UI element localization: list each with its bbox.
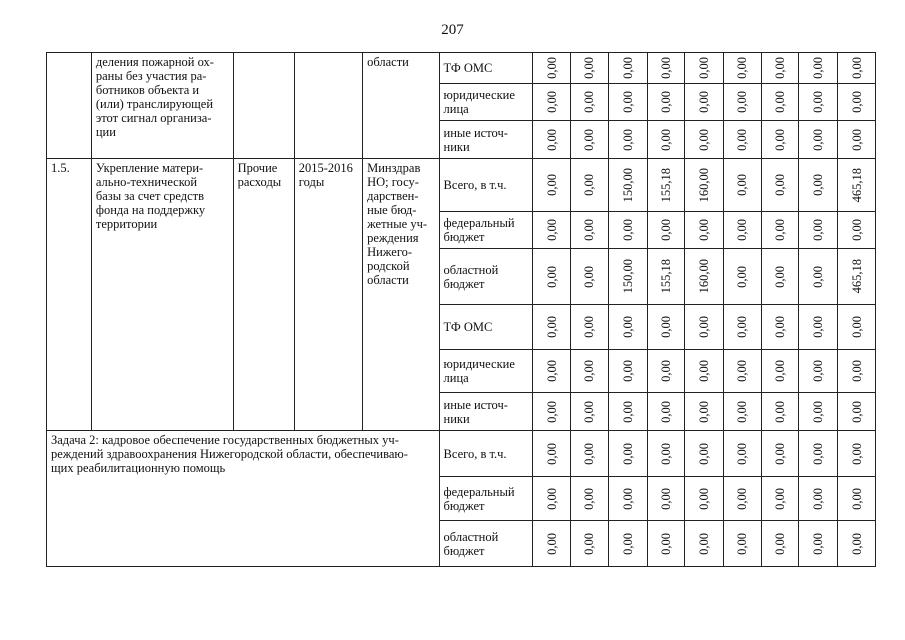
value-text: 0,00 — [735, 265, 750, 288]
expense-type-cell: Прочие расходы — [233, 159, 294, 431]
value-cell — [533, 53, 571, 84]
value-cell — [838, 305, 876, 350]
value-cell — [761, 521, 799, 567]
value-cell — [685, 350, 724, 393]
value-cell — [533, 350, 571, 393]
value-text: 0,00 — [697, 487, 712, 510]
value-text: 0,00 — [658, 442, 673, 465]
value-cell — [533, 84, 571, 121]
value-cell — [647, 393, 685, 431]
value-text: 0,00 — [658, 57, 673, 79]
funding-source-cell: иные источ- ники — [439, 121, 533, 159]
value-text: 0,00 — [735, 219, 750, 241]
value-cell — [608, 431, 647, 477]
value-cell — [571, 212, 609, 249]
value-text: 0,00 — [849, 442, 864, 465]
value-cell — [761, 393, 799, 431]
value-text: 0,00 — [735, 487, 750, 510]
value-text: 0,00 — [849, 219, 864, 241]
funding-source-cell: ТФ ОМС — [439, 53, 533, 84]
value-cell — [761, 84, 799, 121]
executor-cell: области — [363, 53, 439, 159]
value-cell — [608, 477, 647, 521]
value-text: 0,00 — [849, 316, 864, 338]
value-cell — [533, 212, 571, 249]
value-text: 0,00 — [811, 532, 826, 555]
value-text: 0,00 — [697, 400, 712, 423]
funding-source-cell: Всего, в т.ч. — [439, 431, 533, 477]
value-cell — [571, 350, 609, 393]
value-text: 0,00 — [773, 91, 788, 113]
item-number-cell — [47, 53, 92, 159]
value-text: 0,00 — [849, 487, 864, 510]
value-cell — [571, 121, 609, 159]
value-cell — [571, 249, 609, 305]
value-cell — [761, 159, 799, 212]
value-cell — [685, 431, 724, 477]
value-cell — [571, 53, 609, 84]
value-text: 465,18 — [849, 167, 864, 203]
funding-source-cell: областной бюджет — [439, 521, 533, 567]
item-description-cell: Укрепление матери- ально-технической базы за счет средств фонда на поддержку территории — [91, 159, 233, 431]
value-text: 0,00 — [620, 128, 635, 151]
value-cell — [608, 212, 647, 249]
value-text: 0,00 — [811, 219, 826, 241]
value-text: 0,00 — [582, 487, 597, 510]
value-text: 0,00 — [811, 128, 826, 151]
value-text: 0,00 — [620, 400, 635, 423]
funding-source-cell: Всего, в т.ч. — [439, 159, 533, 212]
value-text: 0,00 — [620, 57, 635, 79]
value-cell — [533, 477, 571, 521]
value-text: 0,00 — [697, 57, 712, 79]
value-cell — [533, 431, 571, 477]
value-text: 0,00 — [735, 128, 750, 151]
value-cell — [608, 53, 647, 84]
value-text: 0,00 — [849, 532, 864, 555]
value-text: 0,00 — [544, 174, 559, 196]
value-cell — [685, 53, 724, 84]
value-cell — [647, 350, 685, 393]
value-text: 0,00 — [620, 316, 635, 338]
value-cell — [647, 159, 685, 212]
value-text: 0,00 — [544, 265, 559, 288]
funding-source-cell: ТФ ОМС — [439, 305, 533, 350]
table-row — [47, 159, 876, 212]
funding-source-cell: юридические лица — [439, 350, 533, 393]
value-text: 0,00 — [811, 360, 826, 382]
value-text: 0,00 — [658, 487, 673, 510]
value-text: 0,00 — [735, 360, 750, 382]
value-text: 0,00 — [849, 128, 864, 151]
value-cell — [723, 84, 761, 121]
value-text: 160,00 — [697, 167, 712, 203]
value-cell — [723, 431, 761, 477]
value-text: 0,00 — [811, 174, 826, 196]
value-text: 0,00 — [582, 174, 597, 196]
value-text: 0,00 — [773, 360, 788, 382]
value-cell — [838, 212, 876, 249]
value-text: 0,00 — [773, 57, 788, 79]
value-cell — [533, 393, 571, 431]
funding-source-cell: юридические лица — [439, 84, 533, 121]
value-cell — [571, 477, 609, 521]
value-cell — [608, 121, 647, 159]
value-cell — [608, 521, 647, 567]
value-text: 150,00 — [620, 259, 635, 294]
value-text: 0,00 — [773, 487, 788, 510]
value-text: 0,00 — [697, 219, 712, 241]
value-text: 0,00 — [582, 400, 597, 423]
value-text: 160,00 — [697, 259, 712, 294]
item-number-cell: 1.5. — [47, 159, 92, 431]
period-cell: 2015-2016 годы — [294, 159, 362, 431]
value-cell — [571, 431, 609, 477]
value-text: 0,00 — [735, 91, 750, 113]
value-cell — [685, 393, 724, 431]
value-text: 0,00 — [697, 91, 712, 113]
value-cell — [571, 521, 609, 567]
funding-source-cell: областной бюджет — [439, 249, 533, 305]
value-text: 0,00 — [582, 128, 597, 151]
value-text: 0,00 — [697, 442, 712, 465]
value-text: 0,00 — [544, 442, 559, 465]
value-cell — [533, 305, 571, 350]
value-text: 0,00 — [582, 57, 597, 79]
value-cell — [647, 121, 685, 159]
value-cell — [838, 350, 876, 393]
value-cell — [723, 521, 761, 567]
value-text: 0,00 — [582, 532, 597, 555]
value-text: 0,00 — [658, 532, 673, 555]
value-text: 0,00 — [697, 360, 712, 382]
value-cell — [838, 393, 876, 431]
value-text: 0,00 — [811, 91, 826, 113]
value-cell — [761, 121, 799, 159]
value-text: 0,00 — [735, 174, 750, 196]
value-cell — [723, 305, 761, 350]
value-cell — [533, 249, 571, 305]
value-cell — [647, 53, 685, 84]
value-cell — [723, 159, 761, 212]
value-cell — [533, 159, 571, 212]
value-cell — [685, 84, 724, 121]
value-cell — [799, 521, 838, 567]
value-cell — [799, 393, 838, 431]
value-cell — [608, 249, 647, 305]
value-text: 0,00 — [811, 400, 826, 423]
value-text: 0,00 — [849, 91, 864, 113]
expense-type-cell — [233, 53, 294, 159]
value-cell — [838, 249, 876, 305]
value-cell — [723, 121, 761, 159]
value-cell — [647, 477, 685, 521]
value-text: 0,00 — [811, 487, 826, 510]
value-text: 0,00 — [735, 57, 750, 79]
value-cell — [761, 431, 799, 477]
table-row — [47, 53, 876, 84]
value-cell — [799, 350, 838, 393]
value-cell — [799, 431, 838, 477]
value-text: 0,00 — [735, 532, 750, 555]
value-text: 0,00 — [620, 219, 635, 241]
value-cell — [838, 121, 876, 159]
value-cell — [761, 305, 799, 350]
value-text: 0,00 — [697, 532, 712, 555]
value-cell — [799, 249, 838, 305]
value-text: 0,00 — [697, 128, 712, 151]
value-text: 0,00 — [773, 128, 788, 151]
value-cell — [608, 393, 647, 431]
value-cell — [723, 350, 761, 393]
value-cell — [838, 53, 876, 84]
value-text: 0,00 — [620, 487, 635, 510]
value-text: 0,00 — [773, 400, 788, 423]
value-text: 150,00 — [620, 167, 635, 203]
value-cell — [761, 212, 799, 249]
value-text: 0,00 — [849, 57, 864, 79]
value-text: 0,00 — [773, 442, 788, 465]
value-text: 0,00 — [658, 316, 673, 338]
value-text: 0,00 — [544, 360, 559, 382]
value-text: 0,00 — [544, 57, 559, 79]
value-text: 0,00 — [849, 400, 864, 423]
value-text: 0,00 — [773, 316, 788, 338]
value-cell — [571, 393, 609, 431]
funding-source-cell: федеральный бюджет — [439, 477, 533, 521]
funding-source-cell: федеральный бюджет — [439, 212, 533, 249]
value-text: 155,18 — [658, 259, 673, 294]
value-cell — [685, 477, 724, 521]
value-text: 0,00 — [544, 219, 559, 241]
value-text: 0,00 — [582, 316, 597, 338]
value-cell — [647, 431, 685, 477]
value-text: 0,00 — [620, 532, 635, 555]
value-cell — [647, 212, 685, 249]
value-text: 0,00 — [773, 265, 788, 288]
value-text: 0,00 — [849, 360, 864, 382]
value-text: 0,00 — [735, 400, 750, 423]
value-text: 0,00 — [658, 400, 673, 423]
value-cell — [838, 521, 876, 567]
value-cell — [685, 159, 724, 212]
value-cell — [685, 249, 724, 305]
value-text: 0,00 — [544, 400, 559, 423]
value-cell — [533, 121, 571, 159]
value-text: 0,00 — [811, 316, 826, 338]
value-text: 0,00 — [811, 442, 826, 465]
value-cell — [647, 249, 685, 305]
value-cell — [723, 212, 761, 249]
value-cell — [799, 121, 838, 159]
value-text: 0,00 — [811, 265, 826, 288]
value-text: 0,00 — [582, 265, 597, 288]
value-text: 0,00 — [582, 442, 597, 465]
value-text: 0,00 — [658, 128, 673, 151]
value-cell — [799, 159, 838, 212]
value-cell — [799, 477, 838, 521]
value-text: 0,00 — [620, 91, 635, 113]
value-cell — [723, 249, 761, 305]
value-cell — [838, 431, 876, 477]
value-text: 465,18 — [849, 259, 864, 294]
value-text: 0,00 — [811, 57, 826, 79]
value-text: 0,00 — [773, 219, 788, 241]
value-cell — [723, 477, 761, 521]
value-cell — [799, 53, 838, 84]
value-text: 0,00 — [544, 91, 559, 113]
value-cell — [571, 305, 609, 350]
value-text: 0,00 — [544, 316, 559, 338]
item-description-cell: деления пожарной ох- раны без участия ра- ботников объекта и (или) транслирующей этот сигнал организа- ции — [91, 53, 233, 159]
value-text: 0,00 — [582, 219, 597, 241]
budget-table — [46, 52, 876, 567]
value-cell — [685, 121, 724, 159]
value-cell — [608, 159, 647, 212]
value-text: 0,00 — [544, 487, 559, 510]
value-cell — [838, 477, 876, 521]
value-text: 0,00 — [582, 360, 597, 382]
value-text: 0,00 — [544, 128, 559, 151]
value-text: 0,00 — [620, 360, 635, 382]
value-text: 0,00 — [658, 91, 673, 113]
value-cell — [799, 305, 838, 350]
value-cell — [647, 521, 685, 567]
value-text: 0,00 — [735, 442, 750, 465]
value-text: 0,00 — [773, 174, 788, 196]
value-cell — [608, 305, 647, 350]
value-cell — [838, 84, 876, 121]
value-cell — [761, 477, 799, 521]
value-cell — [761, 350, 799, 393]
value-text: 0,00 — [658, 219, 673, 241]
value-cell — [685, 521, 724, 567]
page-number: 207 — [441, 22, 464, 38]
value-cell — [647, 305, 685, 350]
value-cell — [761, 249, 799, 305]
value-cell — [685, 305, 724, 350]
value-text: 155,18 — [658, 167, 673, 203]
table-row — [47, 431, 876, 477]
value-cell — [799, 212, 838, 249]
value-cell — [571, 84, 609, 121]
value-cell — [533, 521, 571, 567]
value-cell — [723, 393, 761, 431]
task-title-cell: Задача 2: кадровое обеспечение государственных бюджетных уч- реждений здравоохранения Нижегородской области, обеспечиваю- щих реабилитационную помощь — [47, 431, 440, 567]
value-text: 0,00 — [582, 91, 597, 113]
value-cell — [571, 159, 609, 212]
value-cell — [608, 84, 647, 121]
value-cell — [761, 53, 799, 84]
value-cell — [799, 84, 838, 121]
value-text: 0,00 — [735, 316, 750, 338]
value-text: 0,00 — [773, 532, 788, 555]
value-text: 0,00 — [697, 316, 712, 338]
value-cell — [838, 159, 876, 212]
period-cell — [294, 53, 362, 159]
funding-source-cell: иные источ- ники — [439, 393, 533, 431]
value-text: 0,00 — [620, 442, 635, 465]
value-cell — [608, 350, 647, 393]
value-cell — [685, 212, 724, 249]
value-text: 0,00 — [658, 360, 673, 382]
value-cell — [647, 84, 685, 121]
value-cell — [723, 53, 761, 84]
executor-cell: Минздрав НО; госу- дарствен- ные бюд- жетные уч- реждения Нижего- родской области — [363, 159, 439, 431]
value-text: 0,00 — [544, 532, 559, 555]
